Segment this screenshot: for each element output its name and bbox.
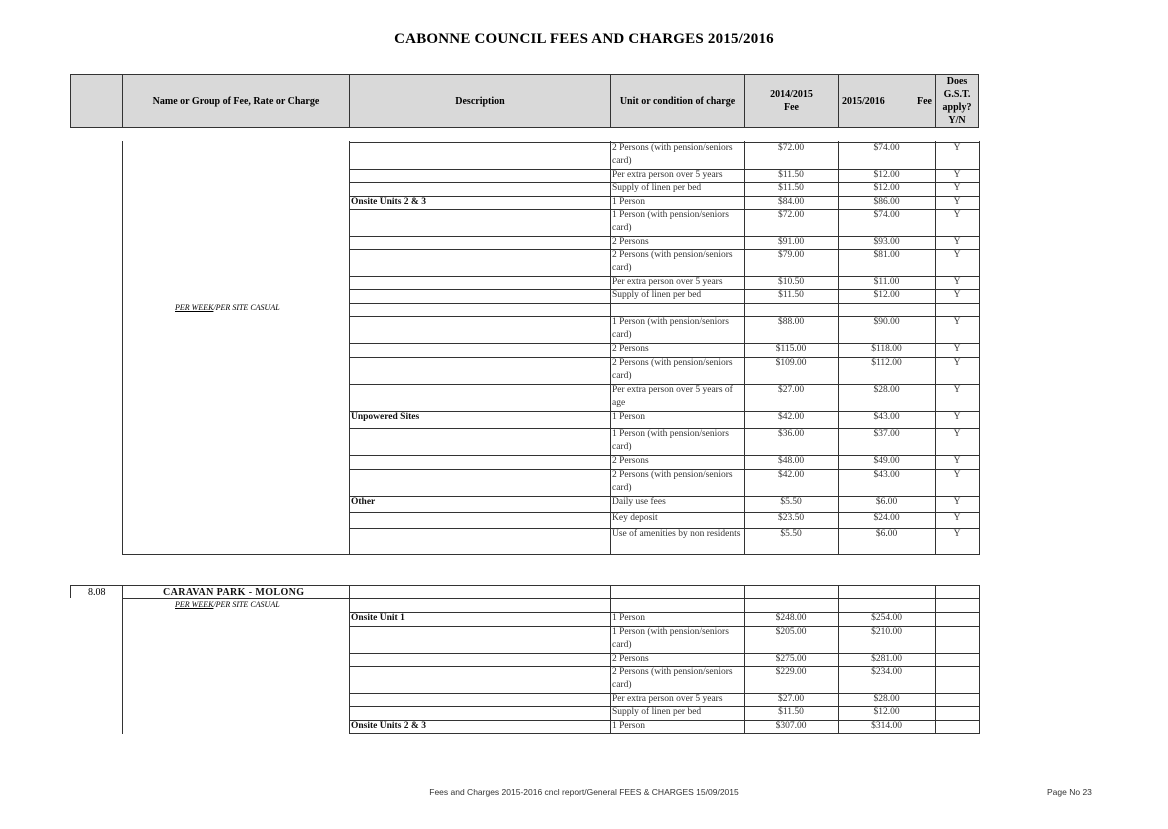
gst-flag: Y — [953, 470, 961, 480]
fee-2014-value: $307.00 — [775, 721, 807, 731]
unit-condition: Per extra person over 5 years — [612, 277, 723, 287]
unit-condition: 1 Person — [612, 197, 645, 207]
fee-2014-value: $205.00 — [775, 627, 807, 637]
unit-condition: 2 Persons — [612, 237, 649, 247]
header-code-cell — [71, 75, 123, 127]
gst-flag: Y — [953, 385, 961, 395]
unit-condition: Supply of linen per bed — [612, 707, 702, 717]
header-gst-l2: G.S.T. — [943, 89, 971, 100]
fee-2014-value: $72.00 — [777, 143, 805, 153]
header-gst — [936, 75, 978, 127]
unit-condition: 2 Persons (with pension/seniors card) — [612, 250, 733, 273]
unit-condition: 2 Persons (with pension/seniors card) — [612, 667, 733, 690]
unit-condition: 2 Persons — [612, 654, 649, 664]
fee-2015-value: $254.00 — [871, 613, 902, 623]
header-gst-l1: Does — [946, 76, 968, 87]
gst-flag: Y — [953, 317, 961, 327]
column-divider — [610, 585, 611, 734]
gst-flag: Y — [953, 358, 961, 368]
unit-condition: 1 Person (with pension/seniors card) — [612, 210, 729, 233]
gst-flag: Y — [953, 237, 961, 247]
description-label: Unpowered Sites — [351, 412, 420, 422]
column-divider — [122, 141, 123, 555]
column-divider — [70, 585, 71, 598]
gst-flag: Y — [953, 170, 961, 180]
gst-flag: Y — [953, 250, 961, 260]
unit-condition: Per extra person over 5 years — [612, 694, 723, 704]
fee-2015-value: $28.00 — [873, 385, 900, 395]
header-fee-2015-year: 2015/2016 — [842, 95, 885, 107]
unit-condition: 2 Persons — [612, 344, 649, 354]
gst-flag: Y — [953, 456, 961, 466]
fee-2015-value: $49.00 — [873, 456, 900, 466]
fee-2014-value: $11.50 — [778, 290, 804, 300]
gst-flag: Y — [953, 210, 961, 220]
fee-2015-value: $118.00 — [871, 344, 902, 354]
row-divider — [349, 303, 979, 304]
fee-2015-value: $210.00 — [871, 627, 902, 637]
fee-2015-value: $90.00 — [873, 317, 900, 327]
fee-2014-value: $109.00 — [775, 358, 807, 368]
unit-condition: 2 Persons (with pension/seniors card) — [612, 470, 733, 493]
gst-flag: Y — [953, 429, 961, 439]
unit-condition: 1 Person — [612, 613, 645, 623]
fee-2014-value: $11.50 — [778, 170, 804, 180]
casual-rate-rest: /PER SITE CASUAL — [213, 600, 280, 609]
fee-2014-value: $42.00 — [777, 470, 805, 480]
unit-condition: 2 Persons (with pension/seniors card) — [612, 358, 733, 381]
unit-condition: Supply of linen per bed — [612, 290, 702, 300]
fee-2015-value: $81.00 — [873, 250, 900, 260]
fee-2014-value: $23.50 — [777, 513, 805, 523]
fee-2015-value: $43.00 — [873, 470, 900, 480]
casual-rate-rest: /PER SITE CASUAL — [213, 303, 280, 312]
column-divider — [979, 585, 980, 734]
fee-2014-value: $229.00 — [775, 667, 807, 677]
header-fee-2014-fee: Fee — [784, 102, 799, 113]
column-divider — [979, 141, 980, 555]
section-name: CARAVAN PARK - MOLONG — [163, 587, 305, 598]
fee-2015-value: $93.00 — [873, 237, 900, 247]
fee-2014-value: $5.50 — [780, 497, 802, 507]
casual-rate-label — [175, 598, 280, 611]
fee-2014-value: $11.50 — [778, 707, 804, 717]
fee-2014-value: $48.00 — [777, 456, 805, 466]
fee-2015-value: $234.00 — [871, 667, 902, 677]
fee-2014-value: $115.00 — [775, 344, 807, 354]
fee-2014-value: $248.00 — [775, 613, 807, 623]
fee-2015-value: $12.00 — [873, 170, 900, 180]
fee-2015-value: $12.00 — [873, 707, 900, 717]
fee-2014-value: $84.00 — [777, 197, 805, 207]
gst-flag: Y — [953, 143, 961, 153]
header-gst-l3: apply? — [942, 102, 972, 113]
unit-condition: Per extra person over 5 years — [612, 170, 723, 180]
fee-2015-value: $37.00 — [873, 429, 900, 439]
fee-2014-value: $27.00 — [777, 694, 805, 704]
unit-condition: Per extra person over 5 years of age — [612, 385, 733, 408]
casual-rate-underlined: PER WEEK — [175, 600, 214, 609]
header-name: Name or Group of Fee, Rate or Charge — [123, 75, 350, 127]
column-divider — [610, 141, 611, 555]
fee-2014-value: $91.00 — [777, 237, 805, 247]
footer-report-name: Fees and Charges 2015-2016 cncl report/General FEES & CHARGES 15/09/2015 — [429, 787, 739, 797]
fee-2015-value: $12.00 — [873, 290, 900, 300]
section-number: 8.08 — [88, 587, 106, 598]
fee-2014-value: $10.50 — [777, 277, 805, 287]
fee-2014-value: $27.00 — [777, 385, 805, 395]
gst-flag: Y — [953, 497, 961, 507]
gst-flag: Y — [953, 513, 961, 523]
fee-2014-value: $88.00 — [777, 317, 805, 327]
casual-rate-label — [175, 301, 280, 314]
unit-condition: Key deposit — [612, 513, 658, 523]
gst-flag: Y — [953, 412, 961, 422]
unit-condition: 1 Person (with pension/seniors card) — [612, 627, 729, 650]
description-label: Onsite Unit 1 — [351, 613, 405, 623]
fee-2014-value: $42.00 — [777, 412, 805, 422]
unit-condition: Daily use fees — [612, 497, 666, 507]
column-divider — [935, 585, 936, 734]
unit-condition: 2 Persons (with pension/seniors card) — [612, 143, 733, 166]
description-label: Other — [351, 497, 376, 507]
unit-condition: 1 Person — [612, 721, 645, 731]
unit-condition: Use of amenities by non residents — [612, 529, 741, 539]
unit-condition: 1 Person (with pension/seniors card) — [612, 429, 729, 452]
fee-2015-value: $74.00 — [873, 143, 900, 153]
description-label: Onsite Units 2 & 3 — [351, 721, 426, 731]
gst-flag: Y — [953, 197, 961, 207]
footer-page-number: Page No 23 — [1047, 787, 1092, 797]
fee-2015-value: $28.00 — [873, 694, 900, 704]
header-fee-2015-fee: Fee — [917, 95, 932, 107]
row-divider — [349, 733, 979, 734]
page-title: CABONNE COUNCIL FEES AND CHARGES 2015/2016 — [394, 31, 774, 47]
unit-condition: 1 Person — [612, 412, 645, 422]
fee-2014-value: $79.00 — [777, 250, 805, 260]
fee-2015-value: $11.00 — [873, 277, 900, 287]
description-label: Onsite Units 2 & 3 — [351, 197, 426, 207]
fee-2015-value: $74.00 — [873, 210, 900, 220]
fee-2015-value: $112.00 — [871, 358, 902, 368]
gst-flag: Y — [953, 183, 961, 193]
fee-2015-value: $86.00 — [873, 197, 900, 207]
gst-flag: Y — [953, 277, 961, 287]
fee-2014-value: $5.50 — [780, 529, 802, 539]
fee-2015-value: $12.00 — [873, 183, 900, 193]
fee-2015-value: $24.00 — [873, 513, 900, 523]
fee-2015-value: $314.00 — [871, 721, 902, 731]
fee-2014-value: $275.00 — [775, 654, 807, 664]
fee-2015-value: $281.00 — [871, 654, 902, 664]
unit-condition: 1 Person (with pension/seniors card) — [612, 317, 729, 340]
column-divider — [349, 141, 350, 555]
fee-2015-value: $6.00 — [875, 529, 898, 539]
gst-flag: Y — [953, 290, 961, 300]
header-gst-l4: Y/N — [948, 115, 966, 126]
fee-2015-value: $43.00 — [873, 412, 900, 422]
fee-2014-value: $36.00 — [777, 429, 805, 439]
unit-condition: 2 Persons — [612, 456, 649, 466]
fee-2014-value: $72.00 — [777, 210, 805, 220]
column-divider — [122, 585, 123, 734]
gst-flag: Y — [953, 529, 961, 539]
gst-flag: Y — [953, 344, 961, 354]
casual-rate-underlined: PER WEEK — [175, 303, 214, 312]
fee-2015-value: $6.00 — [875, 497, 898, 507]
row-divider — [122, 554, 979, 555]
unit-condition: Supply of linen per bed — [612, 183, 702, 193]
header-unit: Unit or condition of charge — [611, 75, 745, 127]
header-fee-2015 — [839, 75, 936, 127]
header-description: Description — [350, 75, 611, 127]
table-header — [70, 74, 979, 128]
header-fee-2014-year: 2014/2015 — [770, 89, 813, 100]
header-fee-2014 — [745, 75, 839, 127]
column-divider — [349, 585, 350, 734]
fee-2014-value: $11.50 — [778, 183, 804, 193]
